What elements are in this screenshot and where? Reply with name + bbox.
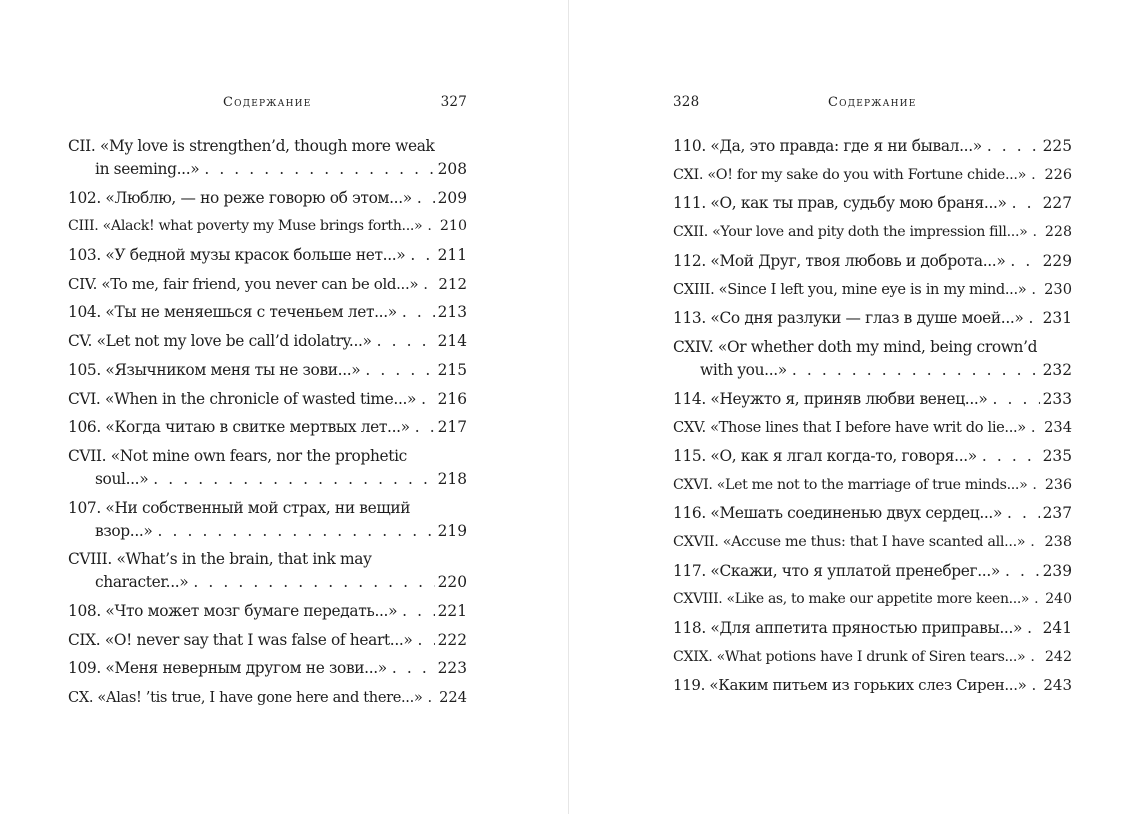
running-title: Содержание xyxy=(828,95,917,110)
toc-entry-page-number: 238 xyxy=(1044,533,1072,550)
running-title: Содержание xyxy=(223,95,312,110)
toc-entry-row xyxy=(673,502,1072,525)
dot-leader xyxy=(982,445,1040,468)
toc-entry-row xyxy=(673,359,1072,382)
toc-entry xyxy=(673,445,1072,468)
dot-leader xyxy=(410,244,434,267)
toc-entry-page-number: 214 xyxy=(437,332,467,351)
dot-leader xyxy=(417,629,434,652)
dot-leader xyxy=(193,571,434,594)
toc-entry-page-number: 208 xyxy=(437,160,467,178)
toc-entry xyxy=(68,215,467,238)
dot-leader xyxy=(402,301,435,324)
toc-entry-title: CXVII. «Accuse me thus: that I have scanted all...» xyxy=(673,533,1026,550)
dot-leader xyxy=(1030,646,1042,669)
dot-leader xyxy=(1027,617,1040,640)
right-running-head xyxy=(673,93,1072,113)
toc-entry-title: CXII. «Your love and pity doth the impression fill...» xyxy=(673,224,1028,241)
dot-leader xyxy=(427,215,437,238)
toc-entry xyxy=(673,278,1072,301)
toc-entry-row xyxy=(68,657,467,680)
toc-entry-title: 105. «Язычником меня ты не зови...» xyxy=(68,360,361,379)
toc-entry-title: 110. «Да, это правда: где я ни бывал...» xyxy=(673,137,982,155)
toc-entry xyxy=(68,388,467,411)
toc-entry-page-number: 226 xyxy=(1044,166,1072,183)
toc-entry-title: 116. «Мешать соединенью двух сердец...» xyxy=(673,504,1003,523)
toc-entry-row xyxy=(673,164,1072,187)
toc-entry-title: 112. «Мой Друг, твоя любовь и доброта...» xyxy=(673,251,1006,270)
toc-entry xyxy=(68,445,467,491)
dot-leader xyxy=(153,468,434,491)
toc-entry-page-number: 223 xyxy=(437,659,467,678)
left-page xyxy=(68,0,467,814)
dot-leader xyxy=(423,273,435,296)
dot-leader xyxy=(417,187,435,210)
toc-entry-page-number: 236 xyxy=(1044,476,1072,493)
toc-entry-row xyxy=(673,445,1072,468)
toc-entry-page-number: 231 xyxy=(1042,309,1072,328)
toc-entry xyxy=(68,273,467,296)
toc-entry-page-number: 239 xyxy=(1042,561,1072,580)
dot-leader xyxy=(992,388,1039,411)
toc-entry-title: 117. «Скажи, что я уплатой пренебрег...» xyxy=(673,561,1000,580)
toc-entry-page-number: 233 xyxy=(1042,389,1072,408)
dot-leader xyxy=(1031,278,1041,301)
toc-entry-title-line: CVII. «Not mine own fears, nor the prophetic xyxy=(68,446,407,465)
toc-entry xyxy=(68,548,467,594)
toc-entry-row xyxy=(673,416,1072,439)
toc-entry xyxy=(673,388,1072,411)
toc-entry xyxy=(68,135,467,181)
toc-entry xyxy=(673,674,1072,697)
toc-entry-row xyxy=(68,359,467,382)
toc-entry xyxy=(673,164,1072,187)
toc-entry-title: 106. «Когда читаю в свитке мертвых лет...» xyxy=(68,418,410,437)
dot-leader xyxy=(204,158,434,181)
toc-entry-row xyxy=(68,520,467,543)
toc-entry-title: 109. «Меня неверным другом не зови...» xyxy=(68,659,387,678)
toc-entry-title: 115. «О, как я лгал когда-то, говоря...» xyxy=(673,446,977,465)
toc-entry-row xyxy=(68,158,467,181)
toc-entry-row xyxy=(673,221,1072,244)
toc-entry-title: CXV. «Those lines that I before have writ do lie...» xyxy=(673,419,1026,437)
toc-entry-title: 103. «У бедной музы красок больше нет...» xyxy=(68,246,406,265)
toc-entry-title-line: CII. «My love is strengthen’d, though more weak xyxy=(68,137,435,155)
toc-entry-page-number: 232 xyxy=(1042,360,1072,379)
toc-entry-title: взор...» xyxy=(95,521,153,540)
toc-entry-title-line: CXIV. «Or whether doth my mind, being crown’d xyxy=(673,337,1038,356)
toc-entry-row xyxy=(673,588,1072,611)
dot-leader xyxy=(377,330,435,353)
toc-entry xyxy=(68,416,467,439)
toc-entry-row xyxy=(673,646,1072,669)
toc-entry xyxy=(673,416,1072,439)
toc-entry-page-number: 213 xyxy=(437,303,467,322)
toc-entry-row xyxy=(68,187,467,210)
toc-entry xyxy=(68,187,467,210)
dot-leader xyxy=(402,600,434,623)
toc-entry-row xyxy=(68,330,467,353)
toc-entry-page-number: 217 xyxy=(437,418,467,437)
toc-entry-page-number: 234 xyxy=(1044,419,1072,437)
toc-entry-page-number: 220 xyxy=(437,573,467,592)
toc-entry xyxy=(673,474,1072,497)
toc-entry-title: in seeming...» xyxy=(95,160,200,178)
dot-leader xyxy=(1032,474,1041,497)
toc-entry-row xyxy=(68,416,467,439)
toc-entry-page-number: 218 xyxy=(437,469,467,488)
toc-entry xyxy=(68,657,467,680)
dot-leader xyxy=(987,135,1040,158)
toc-entry-page-number: 241 xyxy=(1042,619,1072,637)
toc-entry-title: character...» xyxy=(95,573,189,592)
dot-leader xyxy=(1012,192,1040,215)
toc-entry-page-number: 211 xyxy=(437,246,467,265)
toc-entry-title: CX. «Alas! ’tis true, I have gone here and there...» xyxy=(68,689,423,706)
dot-leader xyxy=(392,657,435,680)
toc-entry-title: soul...» xyxy=(95,469,149,488)
toc-entry-page-number: 222 xyxy=(437,630,467,649)
toc-entry xyxy=(673,250,1072,273)
toc-entry-row xyxy=(673,474,1072,497)
page-gutter xyxy=(568,0,569,814)
toc-entry-row xyxy=(68,215,467,238)
toc-entry xyxy=(68,600,467,623)
toc-entry xyxy=(673,336,1072,382)
left-running-head xyxy=(68,93,467,113)
dot-leader xyxy=(1007,502,1040,525)
toc-entry-title: CV. «Let not my love be call’d idolatry...» xyxy=(68,332,372,351)
toc-entry-page-number: 209 xyxy=(437,188,467,207)
toc-entry-page-number: 242 xyxy=(1044,648,1072,665)
toc-entry-page-number: 215 xyxy=(437,360,467,379)
toc-entry-page-number: 237 xyxy=(1042,504,1072,523)
dot-leader xyxy=(792,359,1040,382)
toc-entry xyxy=(68,301,467,324)
dot-leader xyxy=(1032,221,1041,244)
dot-leader xyxy=(1031,674,1040,697)
toc-entry-page-number: 219 xyxy=(437,521,467,540)
toc-entry xyxy=(68,330,467,353)
toc-entry-row xyxy=(673,192,1072,215)
toc-entry xyxy=(68,629,467,652)
toc-list-right xyxy=(673,135,1072,703)
toc-entry-page-number: 221 xyxy=(437,601,467,620)
toc-entry-row xyxy=(673,560,1072,583)
dot-leader xyxy=(421,388,434,411)
right-page xyxy=(673,0,1072,814)
toc-entry-row xyxy=(68,629,467,652)
toc-entry-page-number: 229 xyxy=(1042,251,1072,270)
toc-entry-page-number: 216 xyxy=(437,389,467,408)
toc-entry xyxy=(68,686,467,709)
toc-entry-row xyxy=(68,244,467,267)
toc-entry-title: 111. «О, как ты прав, судьбу мою браня...» xyxy=(673,194,1007,213)
toc-entry-title: CXIII. «Since I left you, mine eye is in my mind...» xyxy=(673,281,1027,299)
toc-entry-row xyxy=(68,600,467,623)
toc-entry-title: CIX. «O! never say that I was false of heart...» xyxy=(68,630,413,649)
toc-entry-page-number: 228 xyxy=(1044,224,1072,241)
toc-entry xyxy=(673,135,1072,158)
page-number: 328 xyxy=(673,94,700,110)
toc-entry-title: CIV. «To me, fair friend, you never can be old...» xyxy=(68,274,419,293)
dot-leader xyxy=(1005,560,1040,583)
toc-entry xyxy=(673,588,1072,611)
toc-entry-row xyxy=(68,468,467,491)
dot-leader xyxy=(1031,164,1041,187)
toc-entry-page-number: 240 xyxy=(1045,591,1072,608)
toc-entry-page-number: 243 xyxy=(1043,676,1072,695)
toc-entry xyxy=(673,646,1072,669)
toc-entry-title: CXVIII. «Like as, to make our appetite more keen...» xyxy=(673,591,1030,608)
toc-entry xyxy=(673,531,1072,554)
toc-entry xyxy=(673,617,1072,640)
toc-entry-page-number: 230 xyxy=(1044,281,1072,299)
toc-entry xyxy=(673,192,1072,215)
toc-entry xyxy=(68,244,467,267)
toc-entry-title-line: 107. «Ни собственный мой страх, ни вещий xyxy=(68,498,411,517)
dot-leader xyxy=(1010,250,1039,273)
toc-entry-row xyxy=(68,273,467,296)
toc-entry-row xyxy=(673,617,1072,640)
dot-leader xyxy=(157,520,434,543)
toc-entry-title: CXIX. «What potions have I drunk of Siren tears...» xyxy=(673,648,1026,665)
toc-entry-row xyxy=(673,250,1072,273)
toc-entry xyxy=(673,560,1072,583)
page-number: 327 xyxy=(440,94,467,110)
dot-leader xyxy=(1034,588,1042,611)
toc-list-left xyxy=(68,135,467,715)
toc-entry xyxy=(68,497,467,543)
toc-entry-row xyxy=(68,571,467,594)
toc-entry-row xyxy=(68,686,467,709)
toc-entry-page-number: 227 xyxy=(1042,194,1072,213)
toc-entry-title: 119. «Каким питьем из горьких слез Сирен...» xyxy=(673,676,1027,695)
toc-entry-title: CXI. «O! for my sake do you with Fortune chide...» xyxy=(673,166,1027,183)
toc-entry-row xyxy=(673,278,1072,301)
toc-entry-title-line: CVIII. «What’s in the brain, that ink may xyxy=(68,550,372,569)
dot-leader xyxy=(1030,531,1041,554)
toc-entry-row xyxy=(673,135,1072,158)
toc-entry-row xyxy=(68,301,467,324)
toc-entry-row xyxy=(68,388,467,411)
toc-entry-title: 102. «Люблю, — но реже говорю об этом...» xyxy=(68,188,412,207)
toc-entry-row xyxy=(673,674,1072,697)
toc-entry xyxy=(68,359,467,382)
toc-entry xyxy=(673,221,1072,244)
toc-entry-page-number: 210 xyxy=(439,218,467,235)
toc-entry xyxy=(673,307,1072,330)
toc-entry-title: 104. «Ты не меняешься с теченьем лет...» xyxy=(68,303,397,322)
toc-entry-title: 114. «Неужто я, приняв любви венец...» xyxy=(673,389,988,408)
dot-leader xyxy=(1031,416,1041,439)
dot-leader xyxy=(415,416,435,439)
toc-entry xyxy=(673,502,1072,525)
toc-entry-page-number: 224 xyxy=(439,689,467,706)
toc-entry-page-number: 225 xyxy=(1042,137,1072,155)
toc-entry-row xyxy=(673,307,1072,330)
toc-entry-row xyxy=(673,531,1072,554)
toc-entry-title: 108. «Что может мозг бумаге передать...» xyxy=(68,601,398,620)
toc-entry-title: CIII. «Alack! what poverty my Muse brings forth...» xyxy=(68,218,423,235)
toc-entry-page-number: 235 xyxy=(1042,446,1072,465)
dot-leader xyxy=(427,686,436,709)
toc-entry-title: CVI. «When in the chronicle of wasted time...» xyxy=(68,389,417,408)
toc-entry-row xyxy=(673,388,1072,411)
toc-entry-title: with you...» xyxy=(700,360,787,379)
dot-leader xyxy=(1029,307,1040,330)
dot-leader xyxy=(365,359,434,382)
toc-entry-title: 118. «Для аппетита пряностью приправы...» xyxy=(673,619,1023,637)
toc-entry-title: 113. «Со дня разлуки — глаз в душе моей...» xyxy=(673,309,1024,328)
toc-entry-title: CXVI. «Let me not to the marriage of true minds...» xyxy=(673,476,1028,493)
toc-entry-page-number: 212 xyxy=(438,274,467,293)
